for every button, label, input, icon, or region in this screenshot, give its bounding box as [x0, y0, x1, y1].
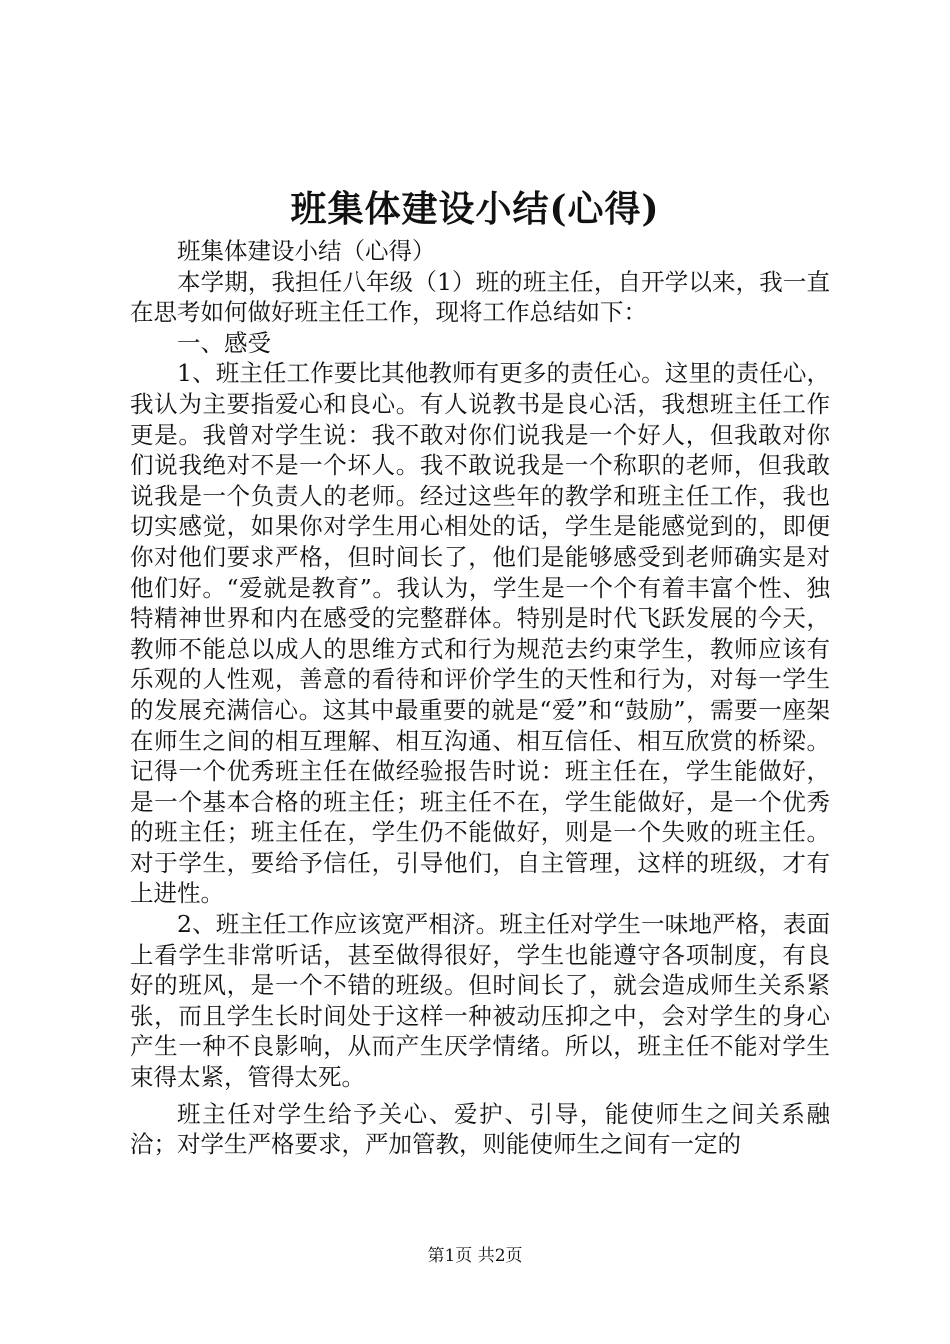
- document-body: [130, 236, 830, 1160]
- document-title: 班集体建设小结(心得): [290, 188, 660, 230]
- paragraph-point-2: 2、班主任工作应该宽严相济。班主任对学生一味地严格，表面上看学生非常听话，甚至做得很好，学生也能遵守各项制度，有良好的班风，是一个不错的班级。但时间长了，就会造成师生关系紧张，而且学生长时间处于这样一种被动压抑之中，会对学生的身心产生一种不良影响，从而产生厌学情绪。所以，班主任不能对学生束得太紧，管得太死。: [130, 910, 830, 1092]
- section-heading: 一、感受: [177, 328, 271, 357]
- paragraph-intro: 本学期，我担任八年级（1）班的班主任，自开学以来，我一直在思考如何做好班主任工作，现将工作总结如下：: [130, 267, 830, 327]
- page-number-footer: 第1页 共2页: [427, 1246, 523, 1266]
- paragraph-point-1: 1、班主任工作要比其他教师有更多的责任心。这里的责任心，我认为主要指爱心和良心。有人说教书是良心活，我想班主任工作更是。我曾对学生说：我不敢对你们说我是一个好人，但我敢对你们说我绝对不是一个坏人。我不敢说我是一个称职的老师，但我敢说我是一个负责人的老师。经过这些年的教学和班主任工作，我也切实感觉，如果你对学生用心相处的话，学生是能感觉到的，即便你对他们要求严格，但时间长了，他们是能够感受到老师确实是对他们好。“爱就是教育”。我认为，学生是一个个有着丰富个性、独特精神世界和内在感受的完整群体。特别是时代飞跃发展的今天，教师不能总以成人的思维方式和行为规范去约束学生，教师应该有乐观的人性观，善意的看待和评价学生的天性和行为，对每一学生的发展充满信心。这其中最重要的就是“爱”和“鼓励”，需要一座架在师生之间的相互理解、相互沟通、相互信任、相互欣赏的桥梁。记得一个优秀班主任在做经验报告时说：班主任在，学生能做好，是一个基本合格的班主任；班主任不在，学生能做好，是一个优秀的班主任；班主任在，学生仍不能做好，则是一个失败的班主任。对于学生，要给予信任，引导他们，自主管理，这样的班级，才有上进性。: [130, 359, 830, 908]
- paragraph-subtitle: 班集体建设小结（心得）: [177, 237, 436, 265]
- paragraph-continuation: 班主任对学生给予关心、爱护、引导，能使师生之间关系融洽；对学生严格要求，严加管教，则能使师生之间有一定的: [130, 1099, 830, 1159]
